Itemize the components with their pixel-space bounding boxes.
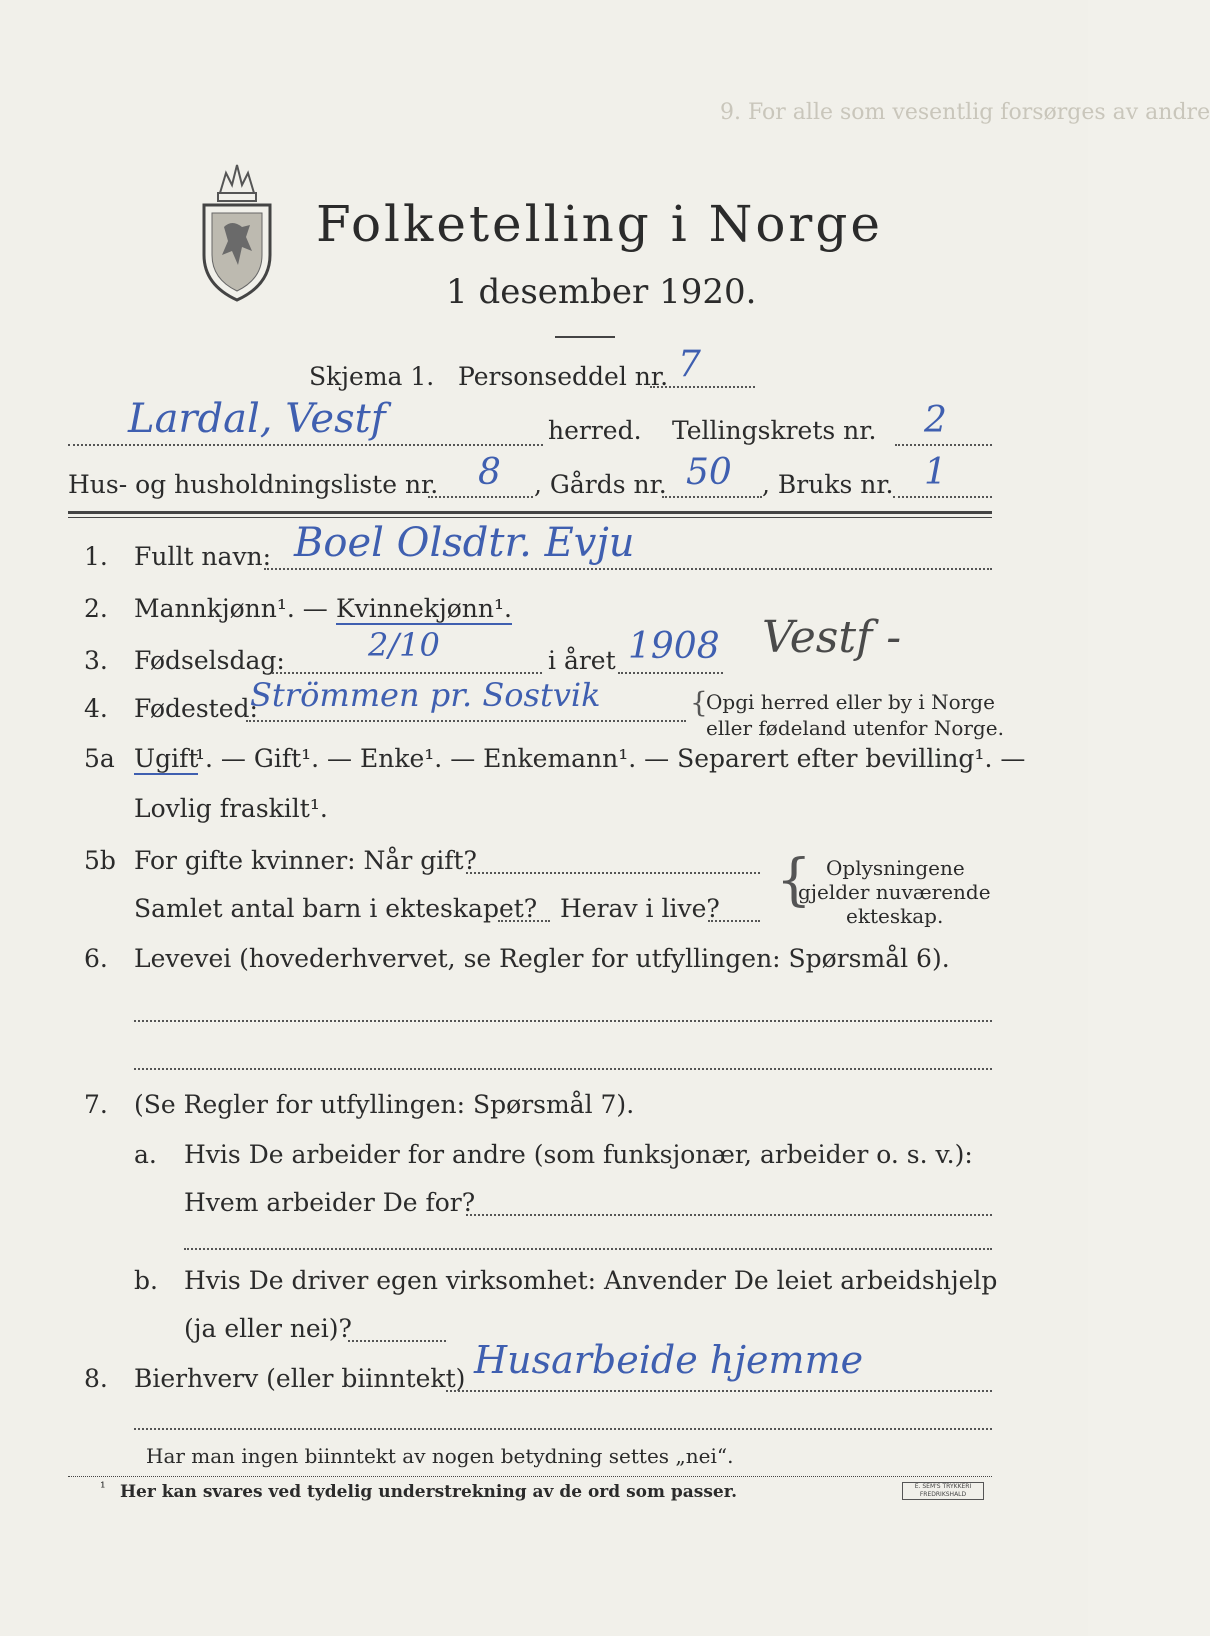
herred-line: [68, 444, 543, 446]
q8-line-2: [134, 1428, 992, 1430]
bruks-label: , Bruks nr.: [762, 470, 894, 499]
q1-full-name-value[interactable]: Boel Olsdtr. Evju: [294, 520, 635, 566]
herred-value[interactable]: Lardal, Vestf: [128, 396, 386, 442]
q6-label: Levevei (hovederhvervet, se Regler for utfyllingen: Spørsmål 6).: [134, 944, 950, 973]
q5b-note-line3: ekteskap.: [846, 904, 944, 928]
herred-label: herred.: [548, 416, 642, 445]
form-title: Folketelling i Norge: [316, 195, 883, 253]
footer-rule: [68, 1476, 992, 1477]
tellingskrets-label: Tellingskrets nr.: [672, 416, 877, 445]
printer-stamp: E. SEM'S TRYKKERI FREDRIKSHALD: [902, 1482, 984, 1500]
q8-note: Har man ingen biinntekt av nogen betydning settes „nei“.: [146, 1444, 734, 1468]
q5b-note-line1: Oplysningene: [826, 856, 965, 880]
q5b-number: 5b: [84, 846, 116, 875]
q6-number: 6.: [84, 944, 108, 973]
q7a-label: Hvis De arbeider for andre (som funksjonær, arbeider o. s. v.):: [184, 1140, 973, 1169]
tellingskrets-value[interactable]: 2: [924, 400, 947, 441]
skjema-label: Skjema 1.: [309, 362, 435, 391]
tellingskrets-line: [895, 444, 992, 446]
q4-line: [246, 720, 686, 722]
q1-number: 1.: [84, 542, 108, 571]
personseddel-value[interactable]: 7: [678, 344, 701, 385]
q5a-number: 5a: [84, 744, 115, 773]
q7-label: (Se Regler for utfyllingen: Spørsmål 7).: [134, 1090, 635, 1119]
q5b-alive-label: Herav i live?: [560, 894, 720, 923]
gards-value[interactable]: 50: [686, 452, 732, 493]
q5b-note-line2: gjelder nuværende: [798, 880, 991, 904]
q7a-sub-label: Hvem arbeider De for?: [184, 1188, 476, 1217]
q3-label: Fødselsdag:: [134, 646, 285, 675]
bruks-value[interactable]: 1: [924, 452, 947, 493]
q5a-other-options[interactable]: ¹. — Gift¹. — Enke¹. — Enkemann¹. — Separert efter bevilling¹. —: [195, 744, 1026, 773]
q5b-alive-line: [708, 920, 760, 922]
q4-note-line2: eller fødeland utenfor Norge.: [706, 716, 1004, 740]
q8-line-1: [446, 1390, 992, 1392]
q5b-children-line: [498, 920, 550, 922]
gards-line: [662, 496, 762, 498]
footnote-mark: ¹: [100, 1480, 106, 1496]
q3-birthday-value[interactable]: 2/10: [368, 626, 440, 664]
q5b-married-when-line: [466, 872, 760, 874]
q3-year-line: [618, 672, 723, 674]
q7b-sub-label: (ja eller nei)?: [184, 1314, 352, 1343]
norway-coat-of-arms-icon: [192, 155, 282, 305]
q2-number: 2.: [84, 594, 108, 623]
q5b-married-when-label: For gifte kvinner: Når gift?: [134, 846, 477, 875]
q7a-letter: a.: [134, 1140, 157, 1169]
section-rule: [68, 511, 992, 514]
personseddel-line: [650, 386, 755, 388]
q6-line-1: [134, 1020, 992, 1022]
census-date: 1 desember 1920.: [446, 272, 757, 312]
q3-year-value[interactable]: 1908: [628, 626, 720, 667]
q1-label: Fullt navn:: [134, 542, 272, 571]
q8-number: 8.: [84, 1364, 108, 1393]
q1-line: [264, 568, 992, 570]
husliste-value[interactable]: 8: [478, 452, 501, 493]
q7-number: 7.: [84, 1090, 108, 1119]
q3-year-label: i året: [548, 646, 616, 675]
q5b-children-label: Samlet antal barn i ekteskapet?: [134, 894, 538, 923]
q5a-fraskilt-option[interactable]: Lovlig fraskilt¹.: [134, 794, 328, 823]
q5b-bracket: {: [776, 848, 812, 913]
q7b-label: Hvis De driver egen virksomhet: Anvender De leiet arbeidshjelp: [184, 1266, 998, 1295]
bruks-line: [893, 496, 992, 498]
q4-birthplace-value[interactable]: Strömmen pr. Sostvik: [250, 676, 601, 714]
q5a-ugift-option[interactable]: Ugift: [134, 744, 199, 773]
q3-extra-annotation: Vestf -: [762, 612, 902, 663]
q4-bracket: {: [690, 686, 708, 719]
title-divider: [555, 336, 615, 338]
husliste-label: Hus- og husholdningsliste nr.: [68, 470, 439, 499]
q7b-letter: b.: [134, 1266, 158, 1295]
bleed-through-text: 9. For alle som vesentlig forsørges av andre: [720, 100, 1210, 125]
q2-male-option[interactable]: Mannkjønn¹. —: [134, 594, 328, 623]
q7a-line-2: [184, 1248, 992, 1250]
husliste-line: [428, 496, 533, 498]
q3-line: [272, 672, 542, 674]
gards-label: , Gårds nr.: [534, 470, 667, 499]
section-rule-thin: [68, 517, 992, 518]
q8-side-income-value[interactable]: Husarbeide hjemme: [474, 1338, 864, 1382]
footnote-text: Her kan svares ved tydelig understrekning av de ord som passer.: [120, 1482, 738, 1502]
q4-number: 4.: [84, 694, 108, 723]
personseddel-label: Personseddel nr.: [458, 362, 669, 391]
q3-number: 3.: [84, 646, 108, 675]
q2-female-option[interactable]: Kvinnekjønn¹.: [336, 594, 512, 623]
q6-line-2: [134, 1068, 992, 1070]
q8-label: Bierhverv (eller biinntekt): [134, 1364, 466, 1393]
q7a-line-1: [466, 1214, 992, 1216]
q4-label: Fødested:: [134, 694, 258, 723]
q4-note-line1: Opgi herred eller by i Norge: [706, 690, 995, 714]
q7b-line: [348, 1340, 446, 1342]
